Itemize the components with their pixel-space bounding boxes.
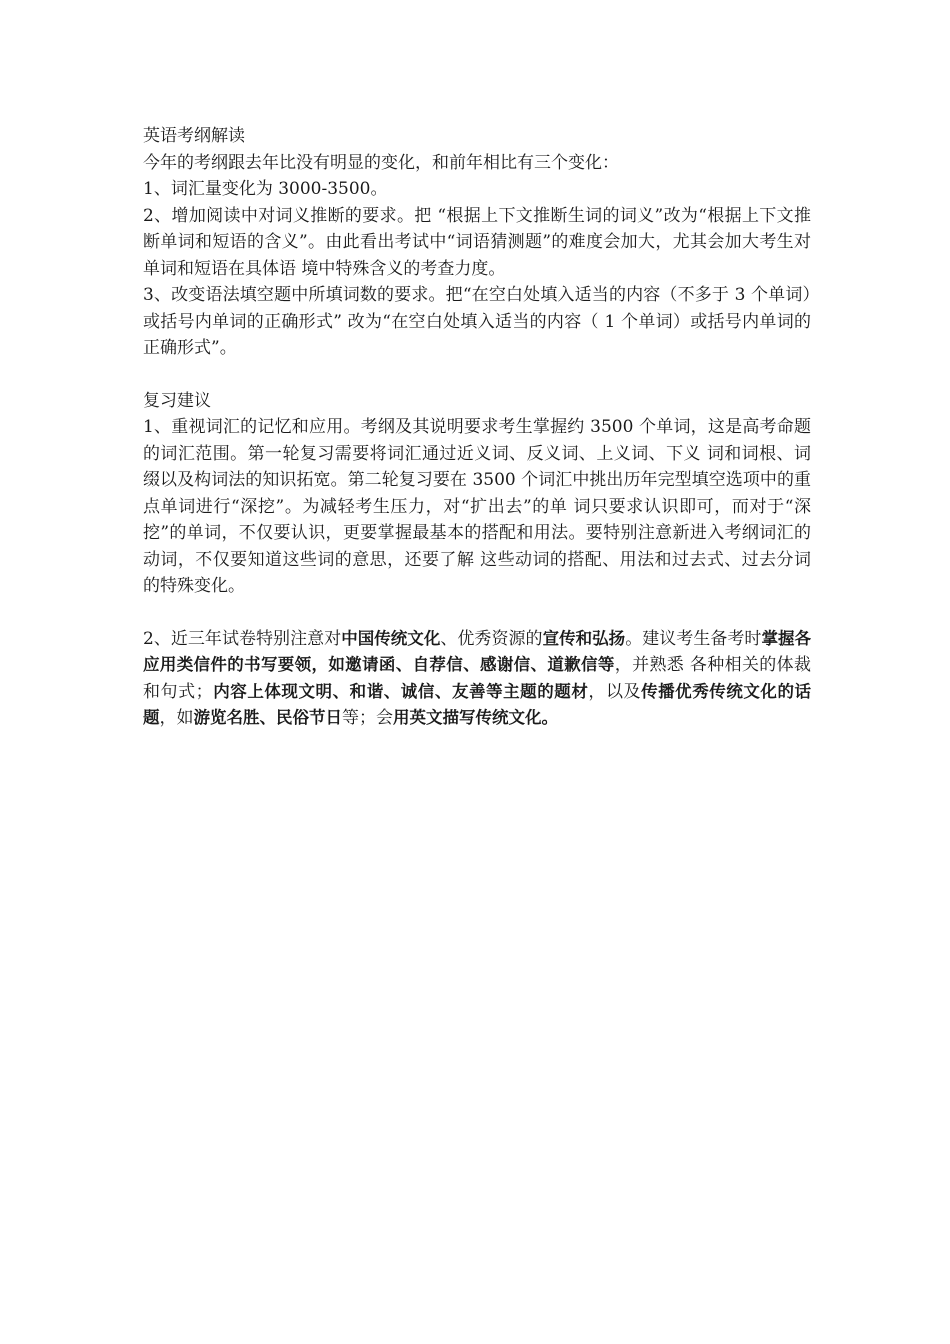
review-item-2 — [143, 626, 811, 732]
outline-item-2: 2、增加阅读中对词义推断的要求。把 “根据上下文推断生词的词义”改为“根据上下文推断单词和短语的含义”。由此看出考试中“词语猜测题”的难度会加大，尤其会加大考生对单词和短语在具体语 境中特殊含义的考查力度。 — [143, 205, 811, 279]
review-item-2-text: 。建议考生备考时 — [625, 628, 762, 649]
review-item-2-bold: 用英文描写传统文化。 — [393, 708, 558, 727]
review-item-2-text: 等；会 — [342, 708, 393, 728]
review-item-2-text: ，以及 — [588, 681, 642, 702]
review-item-2-text: 2、近三年试卷特别注意对 — [143, 628, 342, 649]
outline-item-1: 1、词汇量变化为 3000-3500。 — [143, 179, 388, 199]
review-item-2-bold: 宣传和弘扬 — [542, 628, 626, 648]
outline-intro: 今年的考纲跟去年比没有明显的变化，和前年相比有三个变化： — [143, 152, 619, 173]
review-item-2-bold: 传播优秀传统文化的话题 — [143, 681, 812, 727]
review-item-2-bold: 掌握各应用类信件的书写要领，如邀请函、自荐信、感谢信、道歉信等 — [143, 628, 812, 674]
review-item-2-bold: 游览名胜、民俗节日 — [193, 708, 342, 727]
review-item-2-text: ，如 — [159, 708, 194, 728]
section-heading-outline: 英语考纲解读 — [143, 126, 245, 146]
review-item-2-bold: 内容上体现文明、和谐、诚信、友善等主题的题材 — [212, 681, 589, 701]
review-item-1: 1、重视词汇的记忆和应用。考纲及其说明要求考生掌握约 3500 个单词，这是高考命题的词汇范围。第一轮复习需要将词汇通过近义词、反义词、上义词、下义 词和词根、词缀以及构词法的知识拓宽。第二轮复习要在 3500 个词汇中挑出历年完型填空选项中的重点单词进行“深挖”。为减轻考生压力，对“扩出去”的单 词只要求认识即可，而对于“深挖”的单词，不仅要认识，更要掌握最基本的搭配和用法。要特别注意新进入考纲词汇的动词，不仅要知道这些词的意思，还要了解 这些动词的搭配、用法和过去式、过去分词的特殊变化。 — [143, 417, 811, 596]
paragraph-spacer — [143, 362, 811, 388]
section-heading-review: 复习建议 — [143, 390, 211, 411]
review-item-2-text: ，并熟悉 各种相关的体裁和句式； — [143, 655, 812, 702]
review-item-2-text: 、优秀资源的 — [440, 628, 543, 649]
review-item-2-bold: 中国传统文化 — [341, 628, 441, 648]
paragraph-spacer — [143, 600, 811, 626]
outline-item-3: 3、改变语法填空题中所填词数的要求。把“在空白处填入适当的内容（不多于 3 个单词）或括号内单词的正确形式” 改为“在空白处填入适当的内容（ 1 个单词）或括号内单词的正确形式”。 — [143, 285, 811, 358]
document-page — [143, 123, 811, 732]
